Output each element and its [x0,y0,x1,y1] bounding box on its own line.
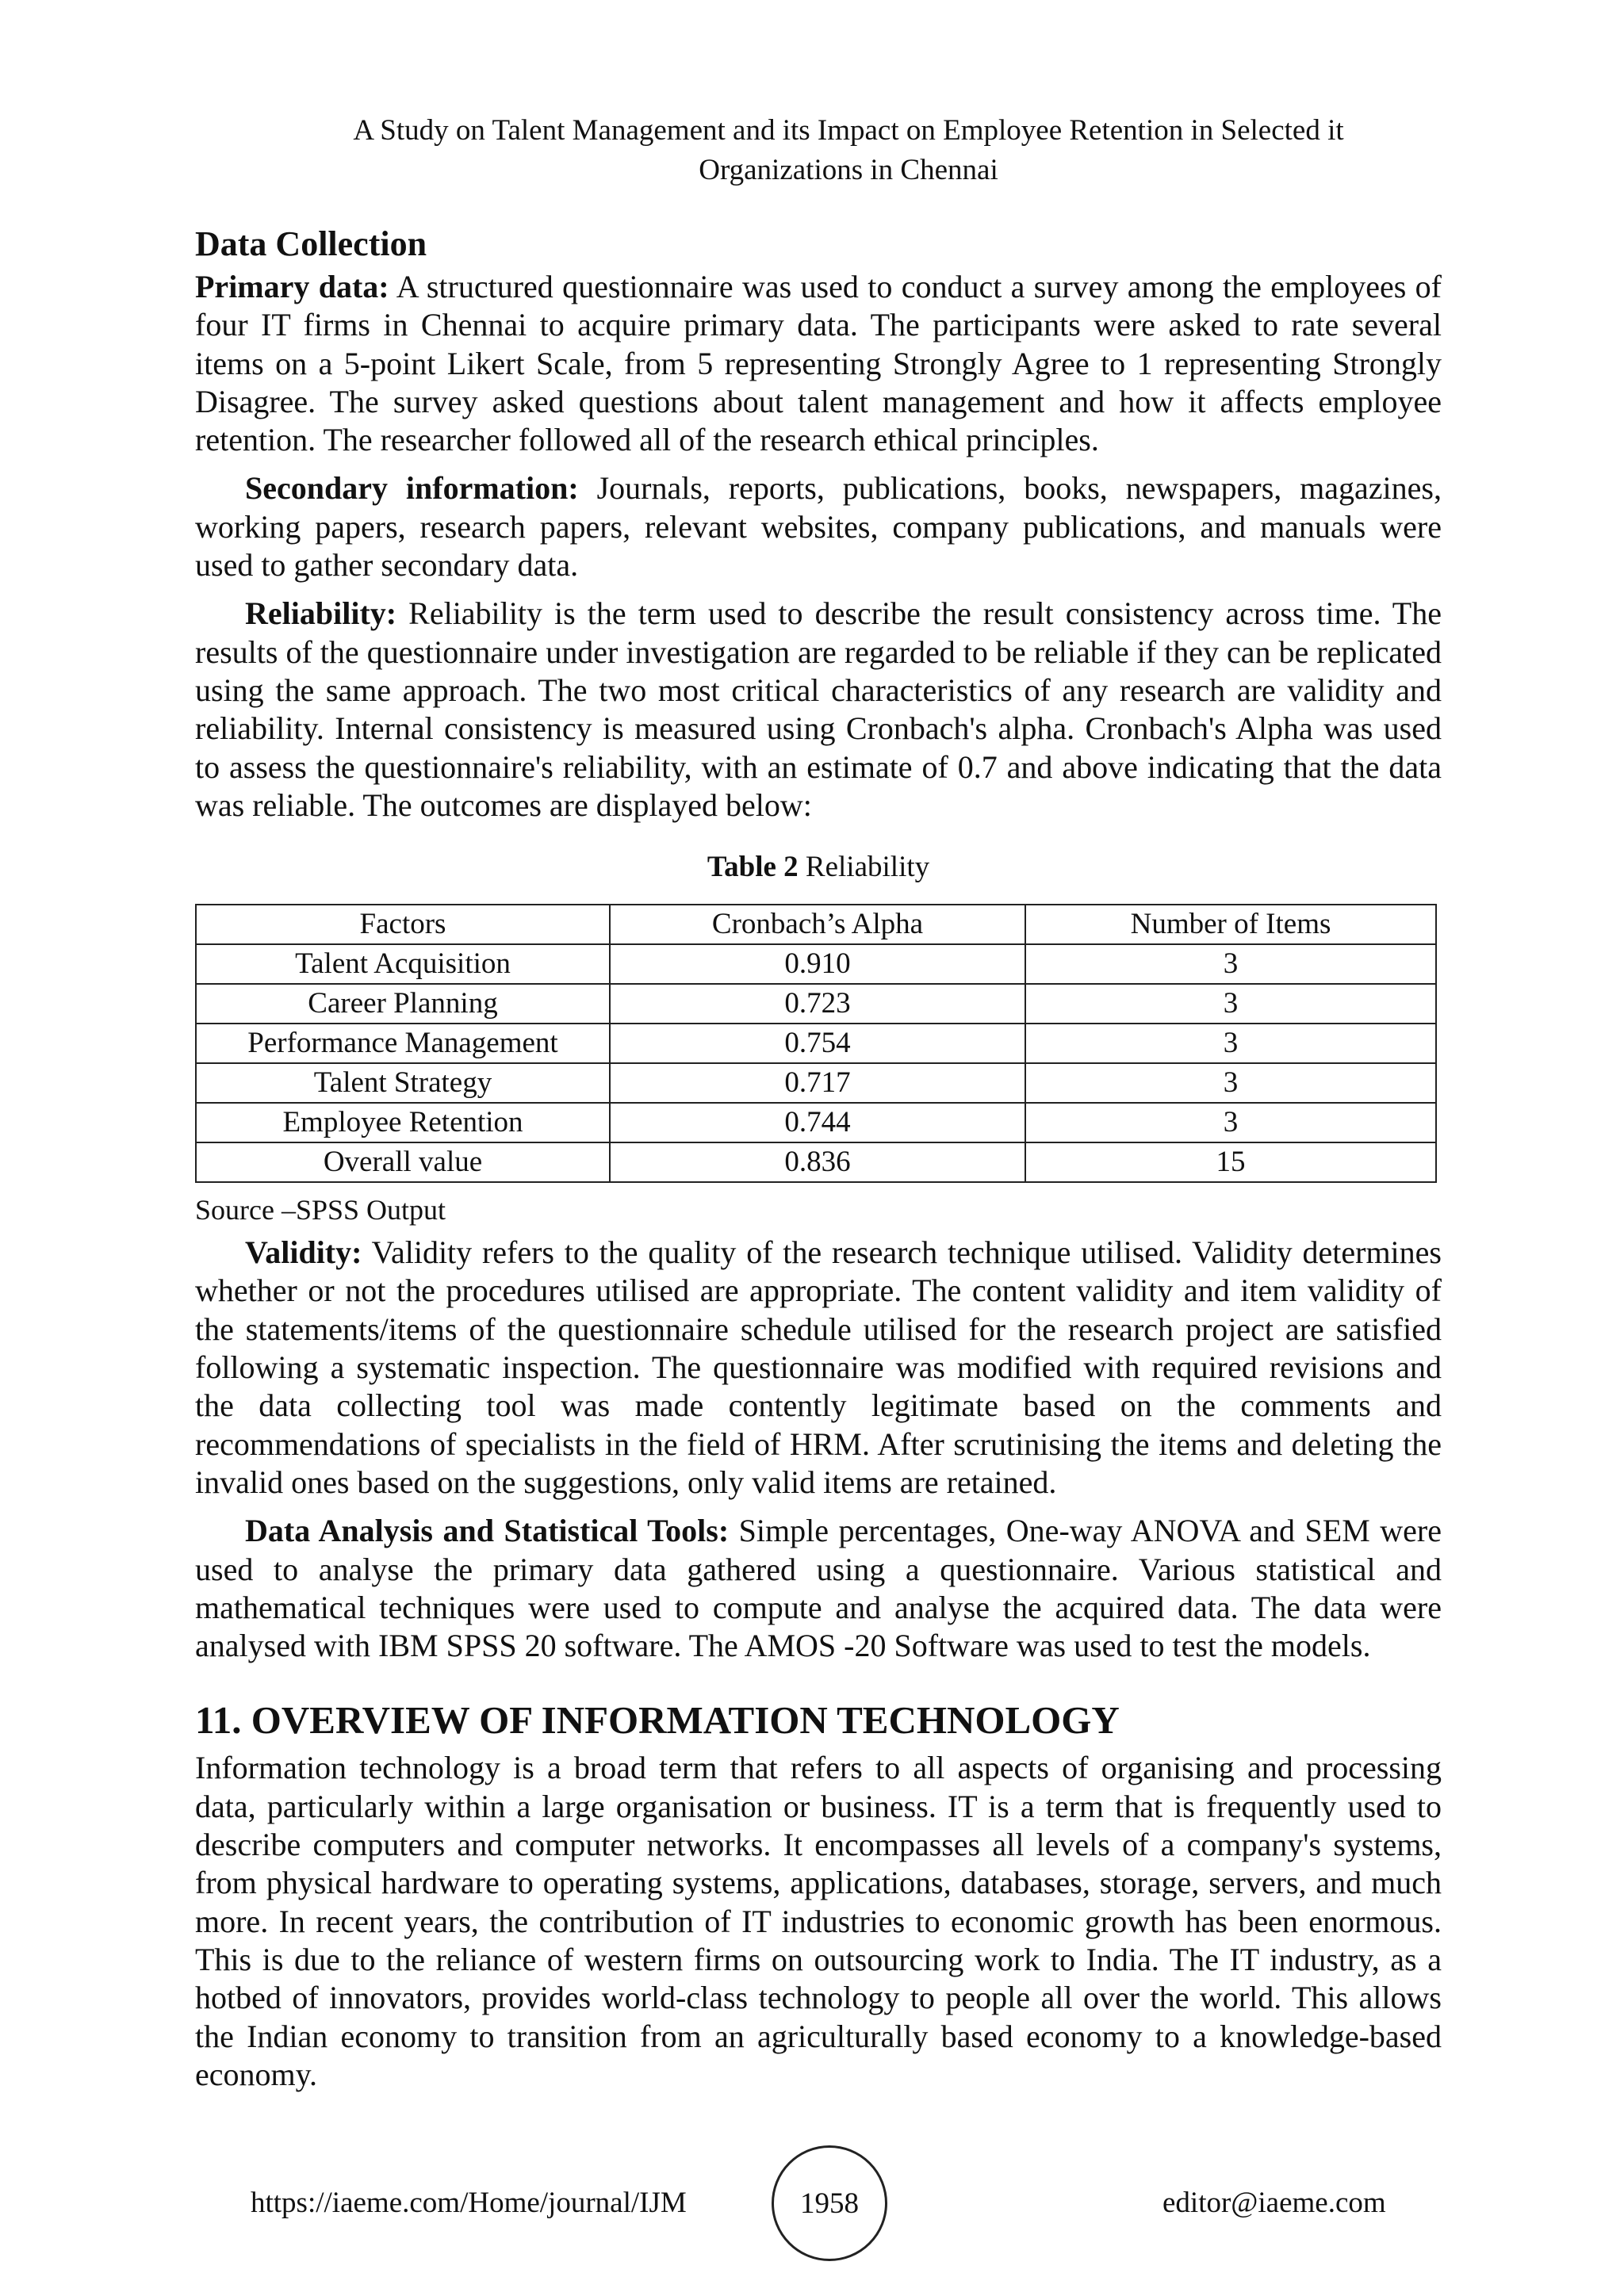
table-caption [195,848,1442,886]
column-header-factors: Factors [196,905,610,944]
table-cell-factor: Career Planning [196,984,610,1024]
primary-data-label: Primary data: [195,269,389,304]
primary-data-paragraph [195,268,1442,459]
table-row [196,1024,1436,1063]
table-cell-alpha: 0.836 [610,1142,1025,1182]
table-cell-items: 3 [1025,984,1436,1024]
table-row [196,984,1436,1024]
table-cell-alpha: 0.910 [610,944,1025,984]
table-cell-items: 3 [1025,1063,1436,1103]
table-caption-text: Reliability [798,851,930,884]
running-header [238,111,1459,190]
overview-it-paragraph: Information technology is a broad term that refers to all aspects of organising and processing data, particularly within a large organisation or business. IT is a term that is frequently used to describe computers and computer networks. It encompasses all levels of a company's systems, from physical hardware to operating systems, applications, databases, storage, servers, and much more. In recent years, the contribution of IT industries to economic growth has been enormous. This is due to the reliance of western firms on outsourcing work to India. The IT industry, as a hotbed of innovators, provides world-class technology to people all over the world. This allows the Indian economy to transition from an agriculturally based economy to a knowledge-based economy. [195,1750,1442,2092]
column-header-number-of-items: Number of Items [1025,905,1436,944]
table-cell-items: 15 [1025,1142,1436,1182]
table-cell-alpha: 0.717 [610,1063,1025,1103]
data-analysis-text: Simple percentages, One-way ANOVA and SEM were used to analyse the primary data gathered using a questionnaire. Various statistical and mathematical techniques were used to compute and analyse the acquired data. The data were analysed with IBM SPSS 20 software. The AMOS -20 Software was used to test the models. [195,1513,1442,1664]
data-collection-heading: Data Collection [195,224,427,263]
table-cell-items: 3 [1025,1103,1436,1142]
reliability-paragraph [195,595,1442,825]
table-cell-factor: Employee Retention [196,1103,610,1142]
reliability-table [195,904,1437,1183]
table-source-note: Source –SPSS Output [195,1194,446,1226]
data-analysis-label: Data Analysis and Statistical Tools: [245,1513,730,1549]
table-cell-factor: Talent Strategy [196,1063,610,1103]
table-cell-alpha: 0.723 [610,984,1025,1024]
validity-text: Validity refers to the quality of the research technique utilised. Validity determines whether or not the procedures utilised are appropriate. The content validity and item validity of the statements/items of the questionnaire schedule utilised for the research project are satisfied following a systematic inspection. The questionnaire was modified with required revisions and the data collecting tool was made contently legitimate based on the comments and recommendations of specialists in the field of HRM. After scrutinising the items and deleting the invalid ones based on the suggestions, only valid items are retained. [195,1234,1442,1500]
overview-it-heading: 11. OVERVIEW OF INFORMATION TECHNOLOGY [195,1698,1120,1743]
table-header-row [196,905,1436,944]
primary-data-text: A structured questionnaire was used to conduct a survey among the employees of four IT firms in Chennai to acquire primary data. The participants were asked to rate several items on a 5-point Likert Scale, from 5 representing Strongly Agree to 1 representing Strongly Disagree. The survey asked questions about talent management and how it affects employee retention. The researcher followed all of the research ethical principles. [195,269,1442,458]
data-analysis-paragraph [195,1512,1442,1665]
table-cell-factor: Performance Management [196,1024,610,1063]
table-cell-alpha: 0.754 [610,1024,1025,1063]
table-row [196,1063,1436,1103]
secondary-information-label: Secondary information: [245,470,579,507]
footer-journal-link[interactable]: https://iaeme.com/Home/journal/IJM [251,2187,687,2219]
running-header-line-2: Organizations in Chennai [699,154,998,186]
table-row-overall [196,1142,1436,1182]
page-number: 1958 [800,2187,859,2220]
table-cell-items: 3 [1025,944,1436,984]
table-cell-items: 3 [1025,1024,1436,1063]
table-cell-alpha: 0.744 [610,1103,1025,1142]
reliability-label: Reliability: [245,595,397,632]
main-content [195,220,1442,2094]
validity-paragraph [195,1234,1442,1502]
secondary-information-paragraph [195,469,1442,584]
table-caption-label: Table 2 [707,851,799,884]
page-footer [0,2141,1624,2267]
table-cell-factor: Overall value [196,1142,610,1182]
table-cell-factor: Talent Acquisition [196,944,610,984]
reliability-text: Reliability is the term used to describe the result consistency across time. The results of the questionnaire under investigation are regarded to be reliable if they can be replicated using the same approach. The two most critical characteristics of any research are validity and reliability. Internal consistency is measured using Cronbach's alpha. Cronbach's Alpha was used to assess the questionnaire's reliability, with an estimate of 0.7 and above indicating that the data was reliable. The outcomes are displayed below: [195,595,1442,823]
running-header-line-1: A Study on Talent Management and its Impact on Employee Retention in Selected it [353,114,1344,147]
validity-label: Validity: [245,1234,362,1271]
page-number-circle [772,2145,887,2261]
footer-email-link[interactable]: editor@iaeme.com [1162,2187,1386,2219]
table-row [196,944,1436,984]
table-row [196,1103,1436,1142]
column-header-cronbach-alpha: Cronbach’s Alpha [610,905,1025,944]
secondary-information-text: Journals, reports, publications, books, newspapers, magazines, working papers, research papers, relevant websites, company publications, and manuals were used to gather secondary data. [195,470,1442,584]
